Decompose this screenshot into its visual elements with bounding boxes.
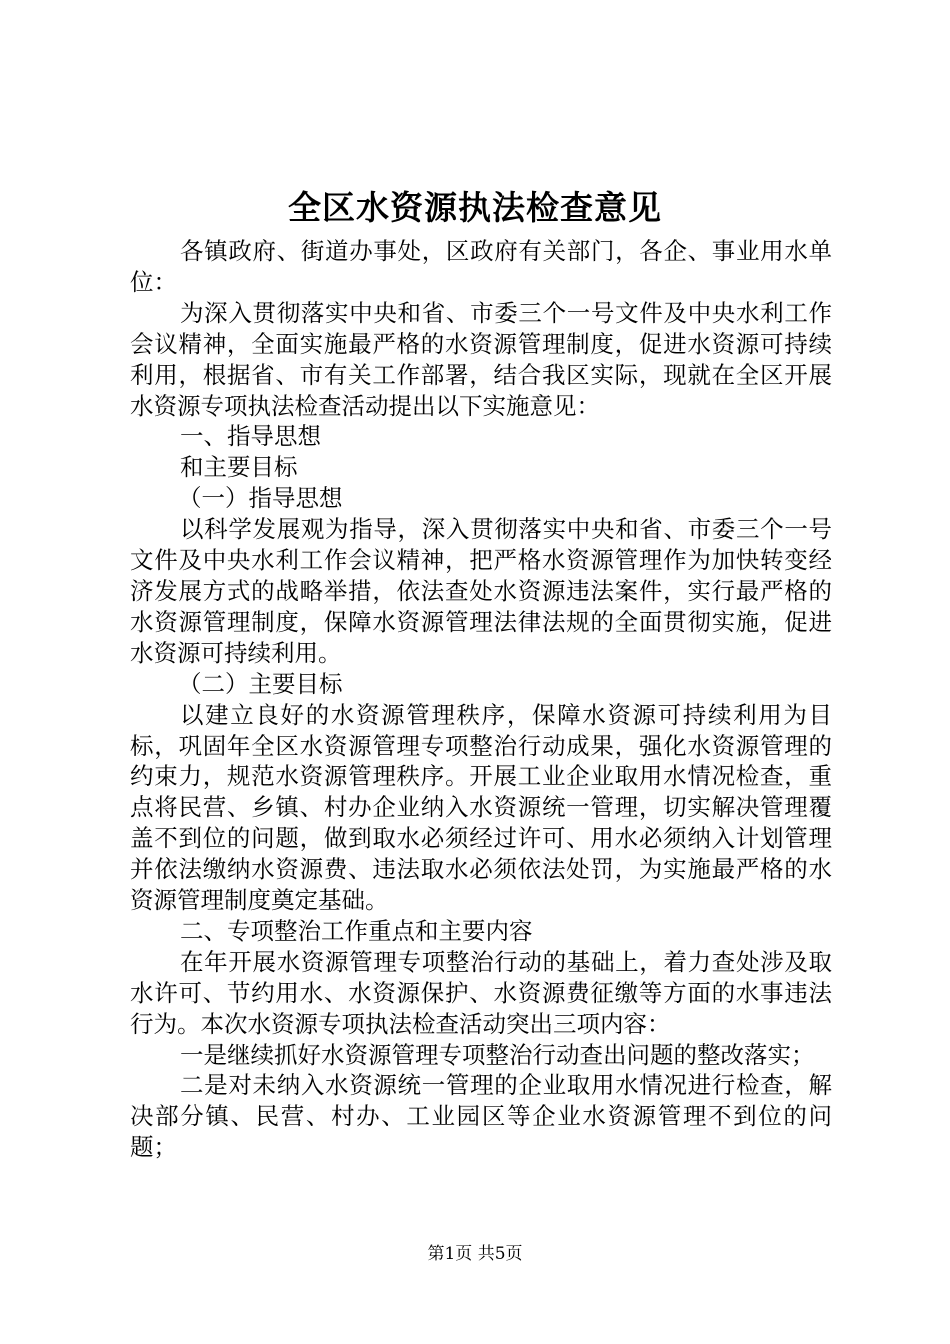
key-work-paragraph: 在年开展水资源管理专项整治行动的基础上，着力查处涉及取水许可、节约用水、水资源保护、水资源费征缴等方面的水事违法行为。本次水资源专项执法检查活动突出三项内容：	[130, 947, 832, 1038]
document-title: 全区水资源执法检查意见	[288, 188, 662, 227]
document-body	[130, 236, 832, 1163]
section-heading-guiding-ideology: 一、指导思想	[180, 422, 321, 451]
section-heading-key-work: 二、专项整治工作重点和主要内容	[180, 916, 533, 945]
main-goals-paragraph: 以建立良好的水资源管理秩序，保障水资源可持续利用为目标，巩固年全区水资源管理专项整治行动成果，强化水资源管理的约束力，规范水资源管理秩序。开展工业企业取用水情况检查，重点将民营、乡镇、村办企业纳入水资源统一管理，切实解决管理覆盖不到位的问题，做到取水必须经过许可、用水必须纳入计划管理并依法缴纳水资源费、违法取水必须依法处罚，为实施最严格的水资源管理制度奠定基础。	[130, 700, 832, 915]
guiding-ideology-paragraph: 以科学发展观为指导，深入贯彻落实中央和省、市委三个一号文件及中央水利工作会议精神，把严格水资源管理作为加快转变经济发展方式的战略举措，依法查处水资源违法案件，实行最严格的水资源管理制度，保障水资源管理法律法规的全面贯彻实施，促进水资源可持续利用。	[130, 515, 832, 667]
salutation-paragraph: 各镇政府、街道办事处，区政府有关部门，各企、事业用水单位：	[130, 237, 832, 296]
section-heading-continuation: 和主要目标	[180, 453, 298, 482]
page-number-footer: 第1页 共5页	[427, 1244, 523, 1264]
subsection-heading-main-goals: （二）主要目标	[178, 669, 343, 698]
item-two-paragraph: 二是对未纳入水资源统一管理的企业取用水情况进行检查，解决部分镇、民营、村办、工业园区等企业水资源管理不到位的问题；	[130, 1071, 832, 1162]
intro-paragraph: 为深入贯彻落实中央和省、市委三个一号文件及中央水利工作会议精神，全面实施最严格的水资源管理制度，促进水资源可持续利用，根据省、市有关工作部署，结合我区实际，现就在全区开展水资源专项执法检查活动提出以下实施意见：	[130, 298, 832, 420]
item-one-paragraph: 一是继续抓好水资源管理专项整治行动查出问题的整改落实；	[180, 1040, 815, 1069]
subsection-heading-guiding-ideology: （一）指导思想	[178, 484, 343, 513]
